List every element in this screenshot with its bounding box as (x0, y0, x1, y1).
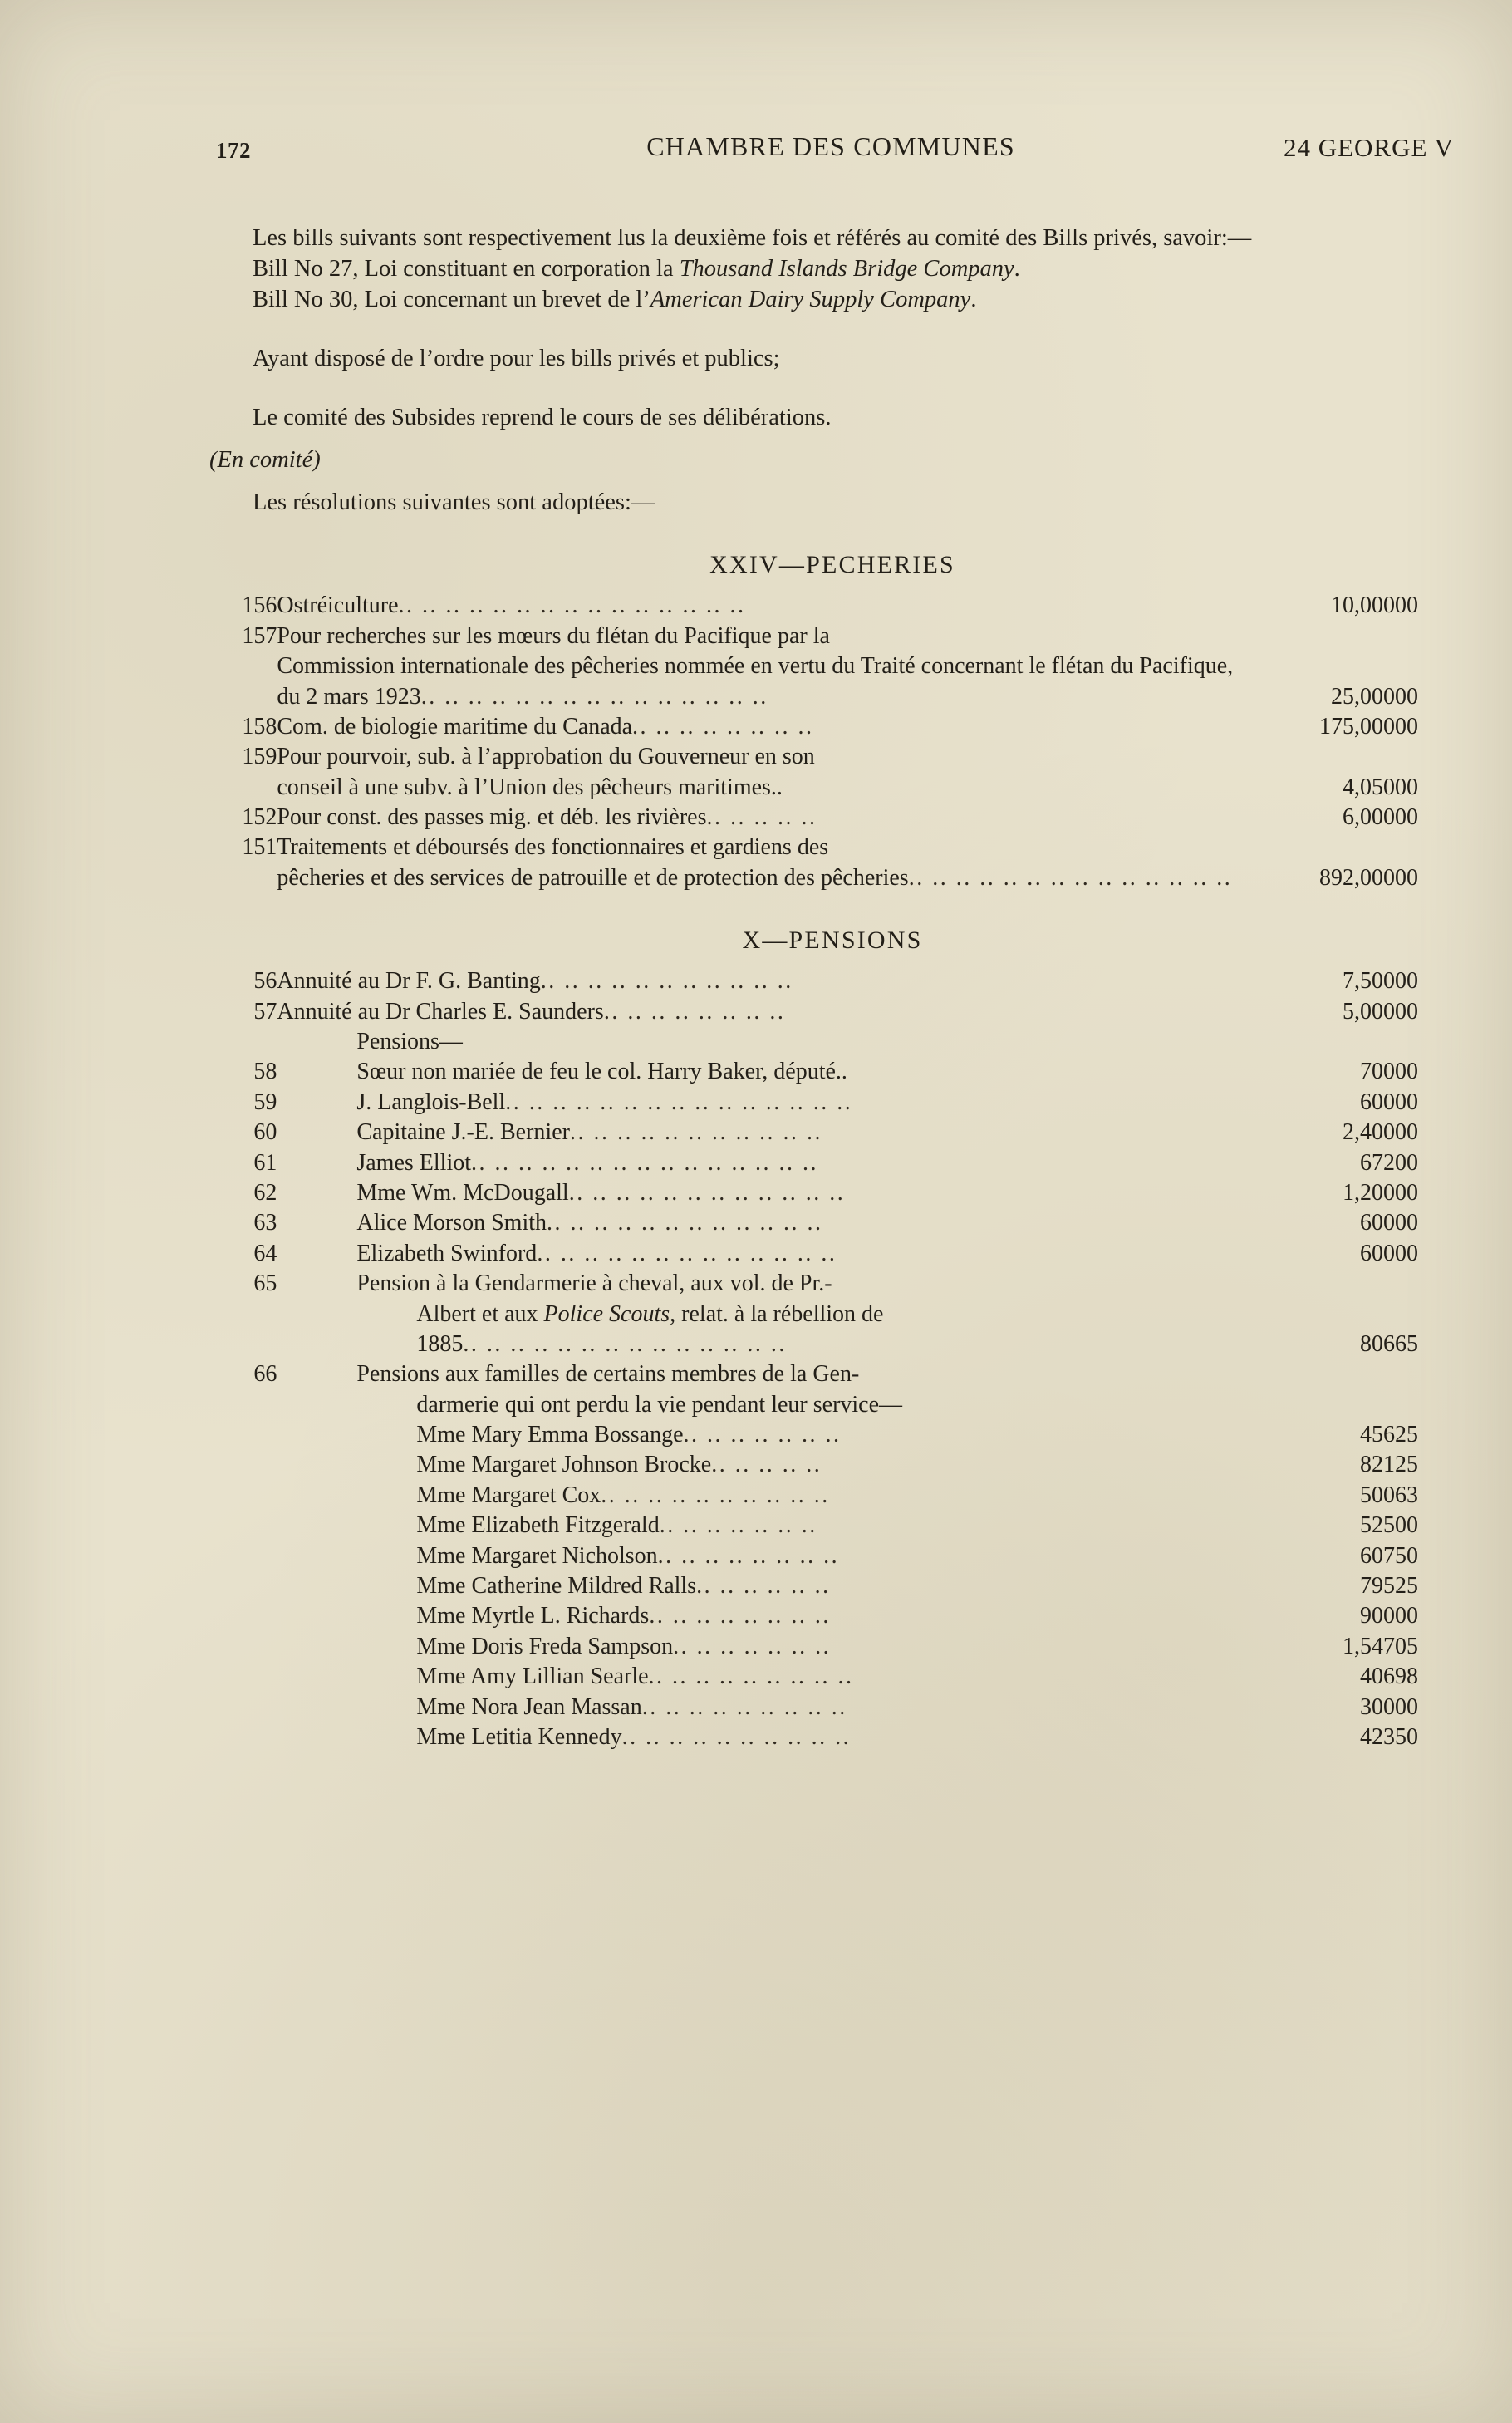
item-description (277, 1571, 1239, 1601)
running-head-title: CHAMBRE DES COMMUNES (646, 131, 1015, 161)
item-description (277, 712, 1239, 742)
item-text: Annuité au Dr Charles E. Saunders (277, 998, 604, 1025)
item-text (277, 1148, 1239, 1178)
item-text-cont: vertu du Traité concernant le flétan du Pacifique, du 2 (277, 653, 1234, 710)
item-text-cont (323, 684, 768, 710)
item-description (277, 1601, 1239, 1631)
item-amount: 7,500 (1342, 968, 1395, 995)
item-cents: 50 (1394, 1724, 1418, 1750)
item-text (277, 1693, 1239, 1723)
item-amount: 600 (1359, 1240, 1395, 1266)
leader-dots: .. .. .. .. .. .. .. (683, 1422, 842, 1448)
item-text-main: Mme Catherine Mildred Ralls (416, 1573, 697, 1600)
item-text-main: Mme Elizabeth Fitzgerald (416, 1512, 660, 1539)
item-cents: 25 (1394, 1452, 1418, 1478)
item-description (277, 1450, 1239, 1480)
item-number (209, 1481, 277, 1511)
item-cents: 00 (1394, 713, 1418, 740)
item-number: 60 (253, 1119, 277, 1146)
leader-dots: .. .. .. .. .. .. .. .. .. .. .. (540, 968, 793, 995)
item-text-cont: pêcheries et des services de patrouille et de protection (277, 864, 778, 891)
item-text-cont: conseil à une subv. à l’Union des pêcheurs maritimes.. (277, 774, 783, 800)
item-amount: 406 (1359, 1664, 1395, 1690)
page-header (208, 131, 1454, 166)
item-text (277, 1208, 1239, 1238)
item-number: 65 (253, 1270, 277, 1297)
item-description (277, 803, 1239, 833)
table-row (209, 1541, 1456, 1571)
item-cents: 25 (1394, 1422, 1418, 1448)
item-amount: 821 (1359, 1452, 1395, 1478)
item-number: 159 (242, 744, 277, 770)
table-row (209, 1269, 1456, 1359)
item-cents: 98 (1394, 1664, 1418, 1690)
item-amount: 500 (1359, 1482, 1395, 1508)
item-number: 151 (242, 834, 277, 861)
item-text (277, 1723, 1239, 1752)
item-text-main: Sœur non mariée de feu le col. Harry Baker, député.. (356, 1059, 847, 1085)
leader-dots: .. .. .. .. .. .. .. .. .. .. .. .. .. .. (463, 1330, 787, 1357)
paragraph-order-disposed (209, 343, 1456, 374)
item-cents: 00 (1394, 1240, 1418, 1266)
item-text-main: Mme Margaret Nicholson (416, 1542, 658, 1569)
table-row (209, 1693, 1456, 1723)
table-row (209, 1511, 1456, 1541)
item-cents: 63 (1394, 1482, 1418, 1508)
item-description (277, 1541, 1239, 1571)
leader-dots: .. .. .. .. .. .. .. .. .. (641, 1693, 847, 1720)
item-cents: 00 (1394, 774, 1418, 800)
leader-dots: .. .. .. .. .. .. .. .. .. .. (621, 1724, 852, 1750)
table-row (209, 1208, 1456, 1238)
item-text-main: Mme Myrtle L. Richards (416, 1603, 650, 1629)
item-text (277, 1541, 1239, 1571)
item-number (209, 1541, 277, 1571)
item-amount: 5,000 (1342, 998, 1395, 1025)
item-amount: 10,000 (1330, 592, 1395, 619)
item-number (209, 1450, 277, 1480)
item-cents: 00 (1394, 864, 1418, 891)
leader-dots: .. .. .. .. .. .. .. .. .. .. .. .. .. .. .. (420, 683, 768, 710)
table-row (209, 1359, 1456, 1420)
item-description (277, 1693, 1239, 1723)
bill-30-period: . (970, 287, 977, 313)
item-text-cont (277, 1300, 1239, 1329)
item-description (277, 1632, 1239, 1662)
bill-30-lead: Bill No 30, Loi concernant un brevet de l’ (253, 287, 650, 313)
item-amount: 806 (1359, 1330, 1395, 1357)
table-row (209, 1632, 1456, 1662)
item-description (277, 622, 1239, 712)
item-text (277, 1239, 1239, 1269)
paragraph-bills-read-text: Les bills suivants sont respectivement lus la deuxième fois et référés au comité des Bills privés, savoir:— (253, 225, 1252, 251)
item-number: 158 (242, 713, 277, 740)
item-text-main: Mme Doris Freda Sampson (416, 1633, 674, 1659)
table-row (209, 803, 1456, 833)
item-description (277, 1027, 1239, 1057)
item-text (277, 1571, 1239, 1601)
item-description (277, 1057, 1239, 1087)
item-text (277, 1088, 1239, 1118)
item-description (277, 1088, 1239, 1118)
table-row (209, 1420, 1456, 1450)
spacer (209, 433, 1456, 445)
item-amount: 4,050 (1342, 774, 1395, 800)
item-cents: 00 (1394, 1149, 1418, 1176)
item-description (277, 591, 1239, 621)
table-row (209, 833, 1456, 893)
item-cents: 00 (1394, 1693, 1418, 1720)
item-cents: 00 (1394, 1089, 1418, 1115)
item-text: Annuité au Dr F. G. Banting (277, 968, 541, 995)
item-description (277, 833, 1239, 893)
table-row (209, 1148, 1456, 1178)
item-amount: 525 (1359, 1512, 1395, 1539)
table-row (209, 997, 1456, 1027)
item-text-cont (277, 1329, 1239, 1359)
item-cents: 00 (1394, 683, 1418, 710)
spacer (209, 955, 1456, 966)
item-text (277, 1662, 1239, 1692)
leader-dots: .. .. .. .. .. .. .. .. .. .. (601, 1482, 830, 1508)
item-text: Pensions aux familles de certains membres de la Gen- (356, 1361, 860, 1388)
item-text: Ostréiculture (277, 592, 399, 619)
item-number (209, 1511, 277, 1541)
item-number: 58 (253, 1059, 277, 1085)
item-description (277, 997, 1239, 1027)
paragraph-supply-committee (209, 402, 1456, 433)
page-body (209, 223, 1456, 1752)
item-text-main: Mme Margaret Johnson Brocke (416, 1452, 712, 1478)
item-number (209, 1571, 277, 1601)
item-cents: 65 (1394, 1330, 1418, 1357)
item-text-main: Mme Letitia Kennedy (416, 1724, 622, 1750)
item-description (277, 1662, 1239, 1692)
item-amount: 456 (1359, 1422, 1395, 1448)
item-text-main: Mme Wm. McDougall (356, 1179, 569, 1206)
item-text (277, 1511, 1239, 1541)
table-row (209, 1027, 1456, 1057)
table-row (209, 1088, 1456, 1118)
table-row (209, 1450, 1456, 1480)
item-text (277, 1601, 1239, 1631)
item-number: 61 (253, 1149, 277, 1176)
item-amount (1239, 1359, 1395, 1420)
item-number (209, 1027, 277, 1057)
in-committee-text: (En comité) (209, 447, 321, 474)
item-text: Pension à la Gendarmerie à cheval, aux vol. de Pr.- (356, 1270, 832, 1297)
item-amount: 300 (1359, 1693, 1395, 1720)
item-text-cont-last: des pêcheries (783, 864, 909, 891)
item-number: 57 (253, 998, 277, 1025)
item-text-cont (784, 865, 1233, 891)
item-text (277, 1118, 1239, 1148)
leader-dots: .. .. .. .. .. .. (696, 1573, 831, 1600)
estimates-table-pensions (209, 966, 1456, 1752)
item-description (277, 1359, 1239, 1420)
table-row (209, 1571, 1456, 1601)
item-number (209, 1662, 277, 1692)
item-cents: 50 (1394, 1542, 1418, 1569)
item-text (277, 1481, 1239, 1511)
item-number: 66 (253, 1361, 277, 1388)
running-head-regnal-year: 24 GEORGE V (1283, 133, 1454, 162)
item-text-cont: darmerie qui ont perdu la vie pendant leur service— (416, 1391, 903, 1418)
item-text: Traitements et déboursés des fonctionnaires et gardiens des (277, 834, 829, 861)
leader-dots: .. .. .. .. .. (711, 1452, 822, 1478)
item-cents: 00 (1394, 998, 1418, 1025)
item-cents: 05 (1394, 1633, 1418, 1659)
item-number: 59 (253, 1089, 277, 1115)
table-row (209, 1239, 1456, 1269)
item-text-main: Mme Mary Emma Bossange (416, 1422, 684, 1448)
table-row (209, 1662, 1456, 1692)
leader-dots: .. .. .. .. .. .. .. .. .. .. .. .. .. .. .. (471, 1149, 819, 1176)
spacer (209, 475, 1456, 487)
item-description (277, 1511, 1239, 1541)
item-description (277, 1723, 1239, 1752)
leader-dots: .. .. .. .. .. (706, 804, 817, 831)
paragraph-supply-committee-text: Le comité des Subsides reprend le cours de ses délibérations. (253, 405, 832, 431)
table-row (209, 1481, 1456, 1511)
item-cents: 00 (1394, 1179, 1418, 1206)
table-row (209, 712, 1456, 742)
item-number: 156 (242, 592, 277, 619)
resolutions-adopted-text: Les résolutions suivantes sont adoptées:— (253, 489, 655, 516)
item-amount: 700 (1359, 1059, 1395, 1085)
item-number (209, 1420, 277, 1450)
item-number: 152 (242, 804, 277, 831)
spacer (209, 518, 1456, 551)
item-cents (1395, 1027, 1456, 1057)
item-cents: 00 (1394, 1059, 1418, 1085)
item-number (209, 1693, 277, 1723)
section-heading-pensions: X—PENSIONS (742, 926, 923, 955)
item-amount: 672 (1359, 1149, 1395, 1176)
estimates-table-fisheries (209, 591, 1456, 893)
table-row (209, 591, 1456, 621)
item-amount: 795 (1359, 1573, 1395, 1600)
item-cents: 00 (1394, 1512, 1418, 1539)
leader-dots: .. .. .. .. .. .. .. .. .. .. .. (569, 1119, 822, 1146)
paragraph-bill-30 (209, 284, 1456, 315)
item-number: 64 (253, 1240, 277, 1266)
bill-27-period: . (1014, 256, 1020, 283)
item-text-main: Mme Margaret Cox (416, 1482, 601, 1508)
item-amount: 607 (1359, 1542, 1395, 1569)
bill-27-company: Thousand Islands Bridge Company (679, 256, 1014, 283)
paragraph-bills-read (209, 223, 1456, 253)
item-description (277, 1178, 1239, 1208)
spacer (209, 893, 1456, 926)
item-description (277, 1208, 1239, 1238)
item-number: 63 (253, 1210, 277, 1236)
item-amount: 600 (1359, 1210, 1395, 1236)
item-amount: 25,000 (1330, 683, 1395, 710)
item-cents: 25 (1394, 1573, 1418, 1600)
item-cents: 00 (1394, 1119, 1418, 1146)
item-number (209, 1632, 277, 1662)
leader-dots: .. .. .. .. .. .. .. .. .. .. .. .. (568, 1179, 846, 1206)
item-text: Pour const. des passes mig. et déb. les rivières (277, 804, 707, 831)
item-description (277, 1148, 1239, 1178)
item-text: Com. de biologie maritime du Canada (277, 713, 633, 740)
spacer (209, 374, 1456, 402)
leader-dots: .. .. .. .. .. .. .. (659, 1512, 817, 1539)
item-text: Pour pourvoir, sub. à l’approbation du Gouverneur en son (277, 744, 815, 770)
leader-dots: .. .. .. .. .. .. .. .. .. (648, 1664, 854, 1690)
leader-dots: .. .. .. .. .. .. .. .. (632, 713, 814, 740)
table-row (209, 742, 1456, 803)
item-description (277, 1481, 1239, 1511)
item-description (277, 1118, 1239, 1148)
item-description (277, 1420, 1239, 1450)
item-text-cont: Commission internationale des pêcheries nommée en (277, 653, 773, 680)
section-heading-fisheries: XXIV—PECHERIES (709, 551, 955, 579)
item-text-cont-last: mars 1923 (323, 683, 421, 710)
table-row (209, 1723, 1456, 1752)
item-description (277, 1239, 1239, 1269)
item-text-main: Mme Amy Lillian Searle (416, 1664, 649, 1690)
table-row (209, 1601, 1456, 1631)
item-amount: 892,000 (1318, 864, 1395, 891)
item-text-main: Mme Nora Jean Massan (416, 1693, 642, 1720)
item-text-main: Capitaine J.-E. Bernier (356, 1119, 570, 1146)
item-cents: 00 (1394, 804, 1418, 831)
item-amount: 900 (1359, 1603, 1395, 1629)
leader-dots: .. .. .. .. .. .. .. .. (649, 1603, 831, 1629)
paragraph-order-disposed-text: Ayant disposé de l’ordre pour les bills privés et publics; (253, 346, 780, 372)
leader-dots: .. .. .. .. .. .. .. .. (603, 998, 786, 1025)
item-text-main: James Elliot (356, 1149, 472, 1176)
table-row (209, 622, 1456, 712)
cont-italic: Police Scouts (543, 1300, 670, 1327)
table-row (209, 1118, 1456, 1148)
item-text (277, 1178, 1239, 1208)
leader-dots: .. .. .. .. .. .. .. .. (657, 1542, 840, 1569)
item-number: 157 (242, 622, 277, 649)
paragraph-in-committee (209, 445, 1456, 475)
leader-dots: .. .. .. .. .. .. .. .. .. .. .. .. .. .. .. (398, 592, 746, 619)
item-cents (1395, 1359, 1456, 1420)
leader-dots: .. .. .. .. .. .. .. .. .. .. .. .. .. (537, 1240, 837, 1266)
item-description (277, 966, 1239, 996)
cont-year: 1885 (416, 1330, 464, 1357)
bill-27-lead: Bill No 27, Loi constituant en corporation la (253, 256, 680, 283)
item-cents: 00 (1394, 1210, 1418, 1236)
item-amount: 1,200 (1342, 1179, 1395, 1206)
item-text: Pensions— (356, 1029, 463, 1055)
item-cents: 00 (1394, 1603, 1418, 1629)
item-text (277, 1057, 1239, 1087)
item-amount (1239, 1027, 1395, 1057)
table-row (209, 1057, 1456, 1087)
page-number: 172 (216, 138, 251, 163)
leader-dots: .. .. .. .. .. .. .. (673, 1633, 832, 1659)
paragraph-resolutions-adopted (209, 487, 1456, 518)
item-description (277, 742, 1239, 803)
table-row (209, 966, 1456, 996)
item-text-main: Alice Morson Smith (356, 1210, 547, 1236)
leader-dots: .. .. .. .. .. .. .. .. .. .. .. .. (547, 1210, 823, 1236)
item-amount: 600 (1359, 1089, 1395, 1115)
item-number: 56 (253, 968, 277, 995)
item-text (277, 1632, 1239, 1662)
leader-dots: .. .. .. .. .. .. .. .. .. .. .. .. .. .. (908, 864, 1233, 891)
item-amount: 1,547 (1342, 1633, 1395, 1659)
item-text (277, 1450, 1239, 1480)
paragraph-bill-27 (209, 253, 1456, 284)
item-amount: 6,000 (1342, 804, 1395, 831)
table-row (209, 1178, 1456, 1208)
item-cents: 00 (1394, 968, 1418, 995)
item-number (209, 1601, 277, 1631)
item-cents: 00 (1394, 592, 1418, 619)
item-text-main: Elizabeth Swinford (356, 1240, 538, 1266)
spacer (209, 579, 1456, 591)
bill-30-company: American Dairy Supply Company (650, 287, 971, 313)
item-number (209, 1723, 277, 1752)
item-text: Pour recherches sur les mœurs du flétan du Pacifique par la (277, 622, 830, 649)
item-amount: 423 (1359, 1724, 1395, 1750)
cont-before: Albert et aux (416, 1300, 544, 1327)
item-text-main: J. Langlois-Bell (356, 1089, 506, 1115)
item-number: 62 (253, 1179, 277, 1206)
item-amount: 2,400 (1342, 1119, 1395, 1146)
item-amount: 175,000 (1318, 713, 1395, 740)
item-description (277, 1269, 1239, 1359)
cont-after: , relat. à la rébellion de (670, 1300, 884, 1327)
spacer (209, 315, 1456, 343)
leader-dots: .. .. .. .. .. .. .. .. .. .. .. .. .. .. .. (505, 1089, 853, 1115)
item-text (277, 1420, 1239, 1450)
